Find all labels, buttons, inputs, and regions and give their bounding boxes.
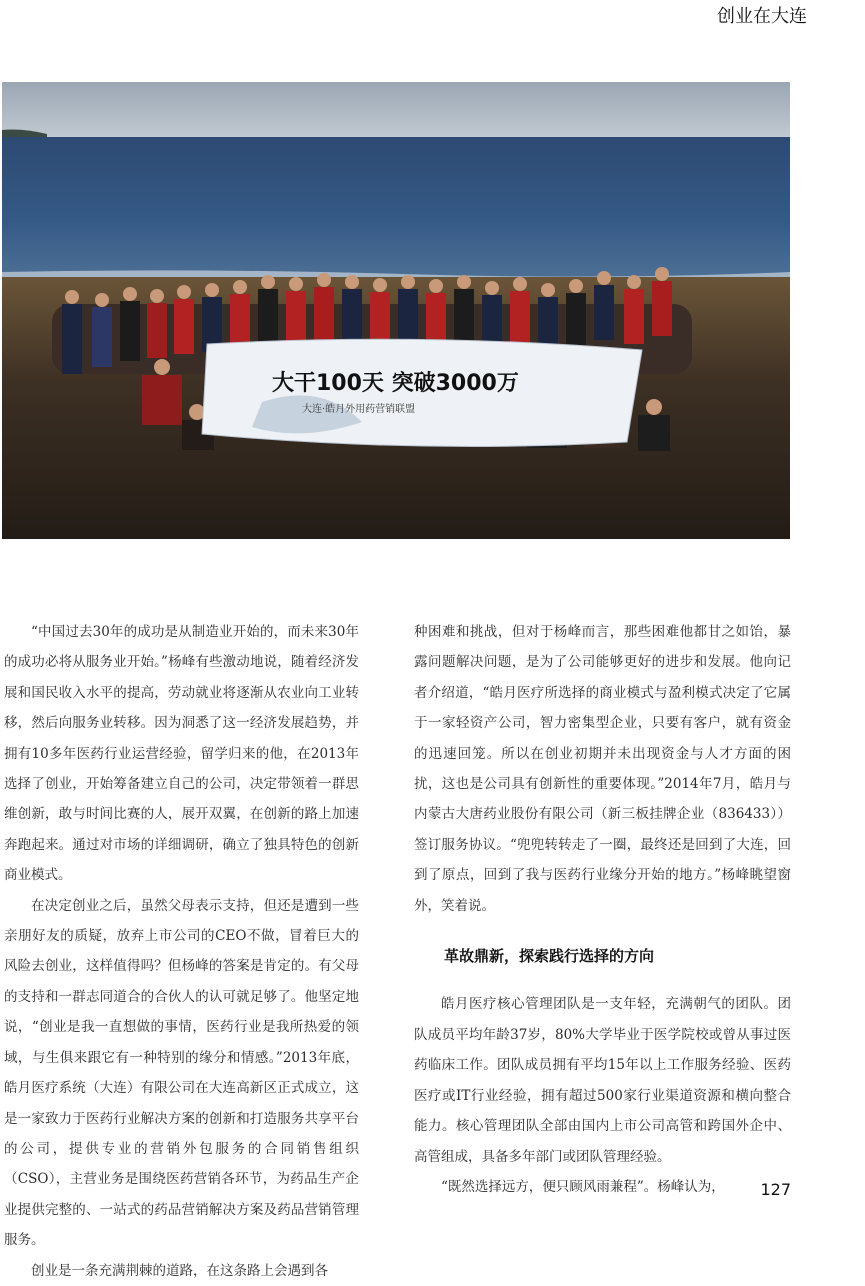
group-photo bbox=[2, 82, 790, 539]
article-left-column bbox=[4, 617, 359, 1286]
section-header-title: 创业在大连 bbox=[717, 6, 807, 27]
article-paragraph: “中国过去30年的成功是从制造业开始的，而未来30年的成功必将从服务业开始。”杨峰有些激动地说，随着经济发展和国民收入水平的提高，劳动就业将逐渐从农业向工业转移，然后向服务业转移。因为洞悉了这一经济发展趋势，并拥有10多年医药行业运营经验，留学归来的他，在2013年选择了创业，开始筹备建立自己的公司，决定带领着一群思维创新，敢与时间比赛的人，展开双翼，在创新的路上加速奔跑起来。通过对市场的详细调研，确立了独具特色的创新商业模式。 bbox=[4, 624, 359, 884]
article-paragraph: 在决定创业之后，虽然父母表示支持，但还是遭到一些亲朋好友的质疑，放弃上市公司的CEO不做，冒着巨大的风险去创业，这样值得吗？但杨峰的答案是肯定的。有父母的支持和一群志同道合的合伙人的认可就足够了。他坚定地说，“创业是我一直想做的事情，医药行业是我所热爱的领域，与生俱来跟它有一种特别的缘分和情感。”2013年底，皓月医疗系统（大连）有限公司在大连高新区正式成立，这是一家致力于医药行业解决方案的创新和打造服务共享平台的公司，提供专业的营销外包服务的合同销售组织（CSO），主营业务是围绕医药营销各环节，为药品生产企业提供完整的、一站式的药品营销解决方案及药品营销管理服务。 bbox=[4, 897, 359, 1249]
banner-main-text: 大干100天 突破3000万 bbox=[272, 371, 519, 396]
page-number: 127 bbox=[760, 1180, 791, 1199]
article-right-column bbox=[414, 617, 791, 1202]
article-paragraph: 皓月医疗核心管理团队是一支年轻，充满朝气的团队。团队成员平均年龄37岁，80%大学毕业于医学院校或曾从事过医药临床工作。团队成员拥有平均15年以上工作服务经验、医药医疗或IT行业经验，拥有超过500家行业渠道资源和横向整合能力。核心管理团队全部由国内上市公司高管和跨国外企中、高管组成，具备多年部门或团队管理经验。 bbox=[414, 996, 791, 1165]
article-paragraph: “既然选择远方，便只顾风雨兼程”。杨峰认为， bbox=[441, 1178, 725, 1195]
banner-sub-text: 大连·皓月外用药营销联盟 bbox=[302, 404, 416, 415]
article-paragraph-continued: 种困难和挑战，但对于杨峰而言，那些困难他都甘之如饴，暴露问题解决问题，是为了公司能够更好的进步和发展。他向记者介绍道，“皓月医疗所选择的商业模式与盈利模式决定了它属于一家轻资产公司，智力密集型企业，只要有客户，就有资金的迅速回笼。所以在创业初期并未出现资金与人才方面的困扰，这也是公司具有创新性的重要体现。”2014年7月，皓月与内蒙古大唐药业股份有限公司（新三板挂牌企业（836433））签订服务协议。“兜兜转转走了一圈，最终还是回到了大连，回到了原点，回到了我与医药行业缘分开始的地方。”杨峰眺望窗外，笑着说。 bbox=[414, 624, 791, 914]
section-heading: 革故鼎新，探索践行选择的方向 bbox=[444, 947, 655, 966]
article-paragraph: 创业是一条充满荆棘的道路，在这条路上会遇到各 bbox=[31, 1262, 328, 1279]
